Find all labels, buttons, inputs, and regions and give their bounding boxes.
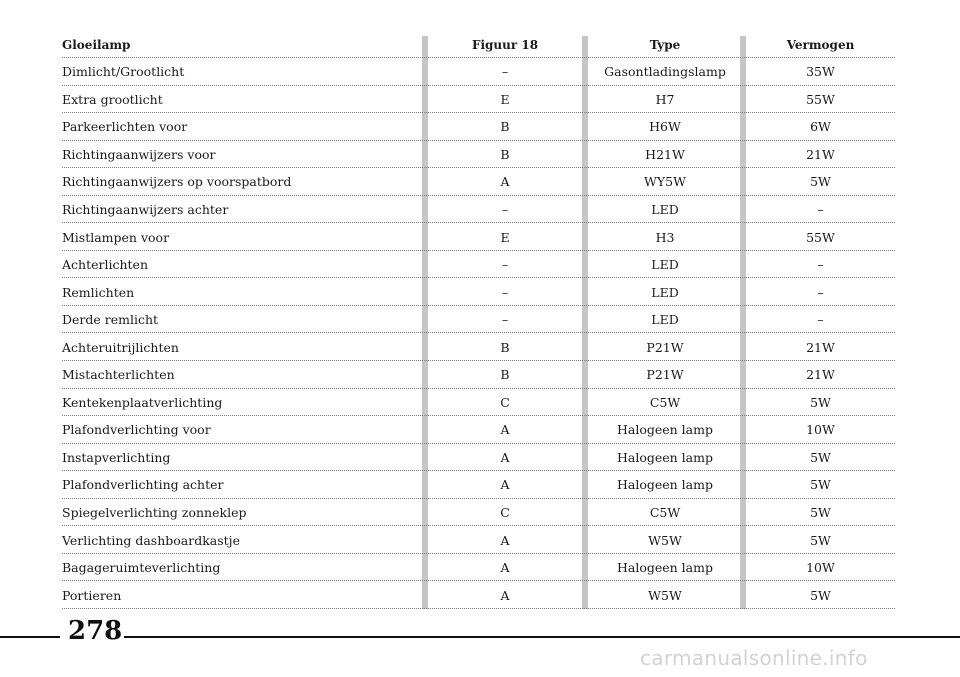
header-figure: Figuur 18 (471, 38, 539, 52)
table-row (62, 333, 896, 361)
cell-power: – (817, 257, 824, 273)
bulb-specification-table (62, 32, 896, 609)
cell-bulb: Bagageruimteverlichting (62, 560, 221, 576)
footer-rule-left (0, 636, 60, 638)
cell-bulb: Kentekenplaatverlichting (62, 394, 223, 410)
cell-power: 5W (810, 174, 831, 190)
cell-figure: B (500, 146, 510, 162)
cell-figure: A (500, 587, 510, 603)
table-row (62, 58, 896, 86)
cell-figure: – (501, 284, 509, 300)
table-row (62, 278, 896, 306)
cell-power: 5W (810, 505, 831, 521)
table-row (62, 361, 896, 389)
cell-figure: A (500, 477, 510, 493)
cell-bulb: Achterlichten (62, 257, 148, 273)
cell-power: 5W (810, 587, 831, 603)
watermark: carmanualsonline.info (640, 646, 868, 670)
cell-bulb: Parkeerlichten voor (62, 119, 188, 135)
cell-power: 21W (806, 367, 835, 383)
cell-bulb: Achteruitrijlichten (62, 339, 179, 355)
cell-bulb: Plafondverlichting achter (62, 477, 224, 493)
header-power: Vermogen (786, 38, 855, 52)
cell-bulb: Dimlicht/Grootlicht (62, 64, 185, 80)
cell-figure: – (501, 64, 509, 80)
cell-figure: B (500, 367, 510, 383)
cell-figure: – (501, 202, 509, 217)
table-row (62, 389, 896, 417)
cell-bulb: Remlichten (62, 284, 135, 300)
footer-rule-right (124, 636, 960, 638)
table-row (62, 196, 896, 224)
header-type: Type (649, 38, 681, 52)
table-row (62, 444, 896, 472)
cell-bulb: Derde remlicht (62, 312, 159, 328)
cell-type: H3 (655, 229, 675, 245)
cell-figure: A (500, 560, 510, 576)
cell-type: Halogeen lamp (616, 422, 713, 438)
cell-power: 6W (810, 119, 831, 135)
cell-type: C5W (649, 505, 681, 521)
cell-figure: E (500, 229, 510, 245)
cell-type: H6W (649, 119, 681, 135)
cell-bulb: Richtingaanwijzers op voorspatbord (62, 174, 292, 190)
table-row (62, 306, 896, 334)
cell-bulb: Portieren (62, 587, 122, 603)
table-row (62, 141, 896, 169)
cell-type: P21W (646, 339, 684, 355)
cell-power: 5W (810, 449, 831, 465)
cell-bulb: Spiegelverlichting zonneklep (62, 505, 247, 521)
cell-type: LED (651, 257, 679, 273)
cell-figure: A (500, 422, 510, 438)
cell-type: LED (651, 284, 679, 300)
cell-bulb: Richtingaanwijzers achter (62, 202, 229, 217)
cell-bulb: Instapverlichting (62, 449, 171, 465)
cell-figure: A (500, 449, 510, 465)
cell-type: Halogeen lamp (616, 449, 713, 465)
table-row (62, 581, 896, 609)
cell-figure: B (500, 119, 510, 135)
cell-bulb: Plafondverlichting voor (62, 422, 211, 438)
cell-figure: – (501, 257, 509, 273)
cell-type: Gasontladingslamp (604, 64, 726, 80)
cell-figure: B (500, 339, 510, 355)
table-row (62, 223, 896, 251)
cell-type: W5W (648, 587, 682, 603)
cell-power: 5W (810, 532, 831, 548)
cell-type: H21W (645, 146, 685, 162)
table-row (62, 471, 896, 499)
header-bulb: Gloeilamp (62, 38, 131, 52)
cell-figure: C (500, 505, 510, 521)
cell-bulb: Mistachterlichten (62, 367, 175, 383)
cell-type: C5W (649, 394, 681, 410)
cell-figure: – (501, 312, 509, 328)
cell-power: – (817, 284, 824, 300)
cell-power: – (817, 312, 824, 328)
table-row (62, 168, 896, 196)
cell-figure: C (500, 394, 510, 410)
cell-power: 55W (806, 91, 835, 107)
table-row (62, 416, 896, 444)
cell-power: 21W (806, 339, 835, 355)
cell-power: 10W (806, 422, 835, 438)
table-body (62, 58, 896, 609)
cell-type: LED (651, 312, 679, 328)
table-row (62, 251, 896, 279)
cell-figure: E (500, 91, 510, 107)
cell-power: 55W (806, 229, 835, 245)
cell-type: Halogeen lamp (616, 560, 713, 576)
table-header-row (62, 32, 896, 58)
table-row (62, 113, 896, 141)
cell-bulb: Richtingaanwijzers voor (62, 146, 216, 162)
cell-type: LED (651, 202, 679, 217)
cell-power: 5W (810, 394, 831, 410)
cell-bulb: Verlichting dashboardkastje (62, 532, 240, 548)
cell-figure: A (500, 532, 510, 548)
cell-power: 21W (806, 146, 835, 162)
cell-type: P21W (646, 367, 684, 383)
cell-power: 10W (806, 560, 835, 576)
cell-type: Halogeen lamp (616, 477, 713, 493)
table-row (62, 526, 896, 554)
cell-power: 35W (806, 64, 835, 80)
cell-figure: A (500, 174, 510, 190)
table-row (62, 499, 896, 527)
cell-power: 5W (810, 477, 831, 493)
cell-type: H7 (655, 91, 675, 107)
page-number: 278 (68, 616, 123, 646)
cell-type: W5W (648, 532, 682, 548)
cell-power: – (817, 202, 824, 217)
cell-bulb: Extra grootlicht (62, 91, 163, 107)
table-row (62, 554, 896, 582)
cell-bulb: Mistlampen voor (62, 229, 170, 245)
cell-type: WY5W (644, 174, 686, 190)
table-row (62, 86, 896, 114)
